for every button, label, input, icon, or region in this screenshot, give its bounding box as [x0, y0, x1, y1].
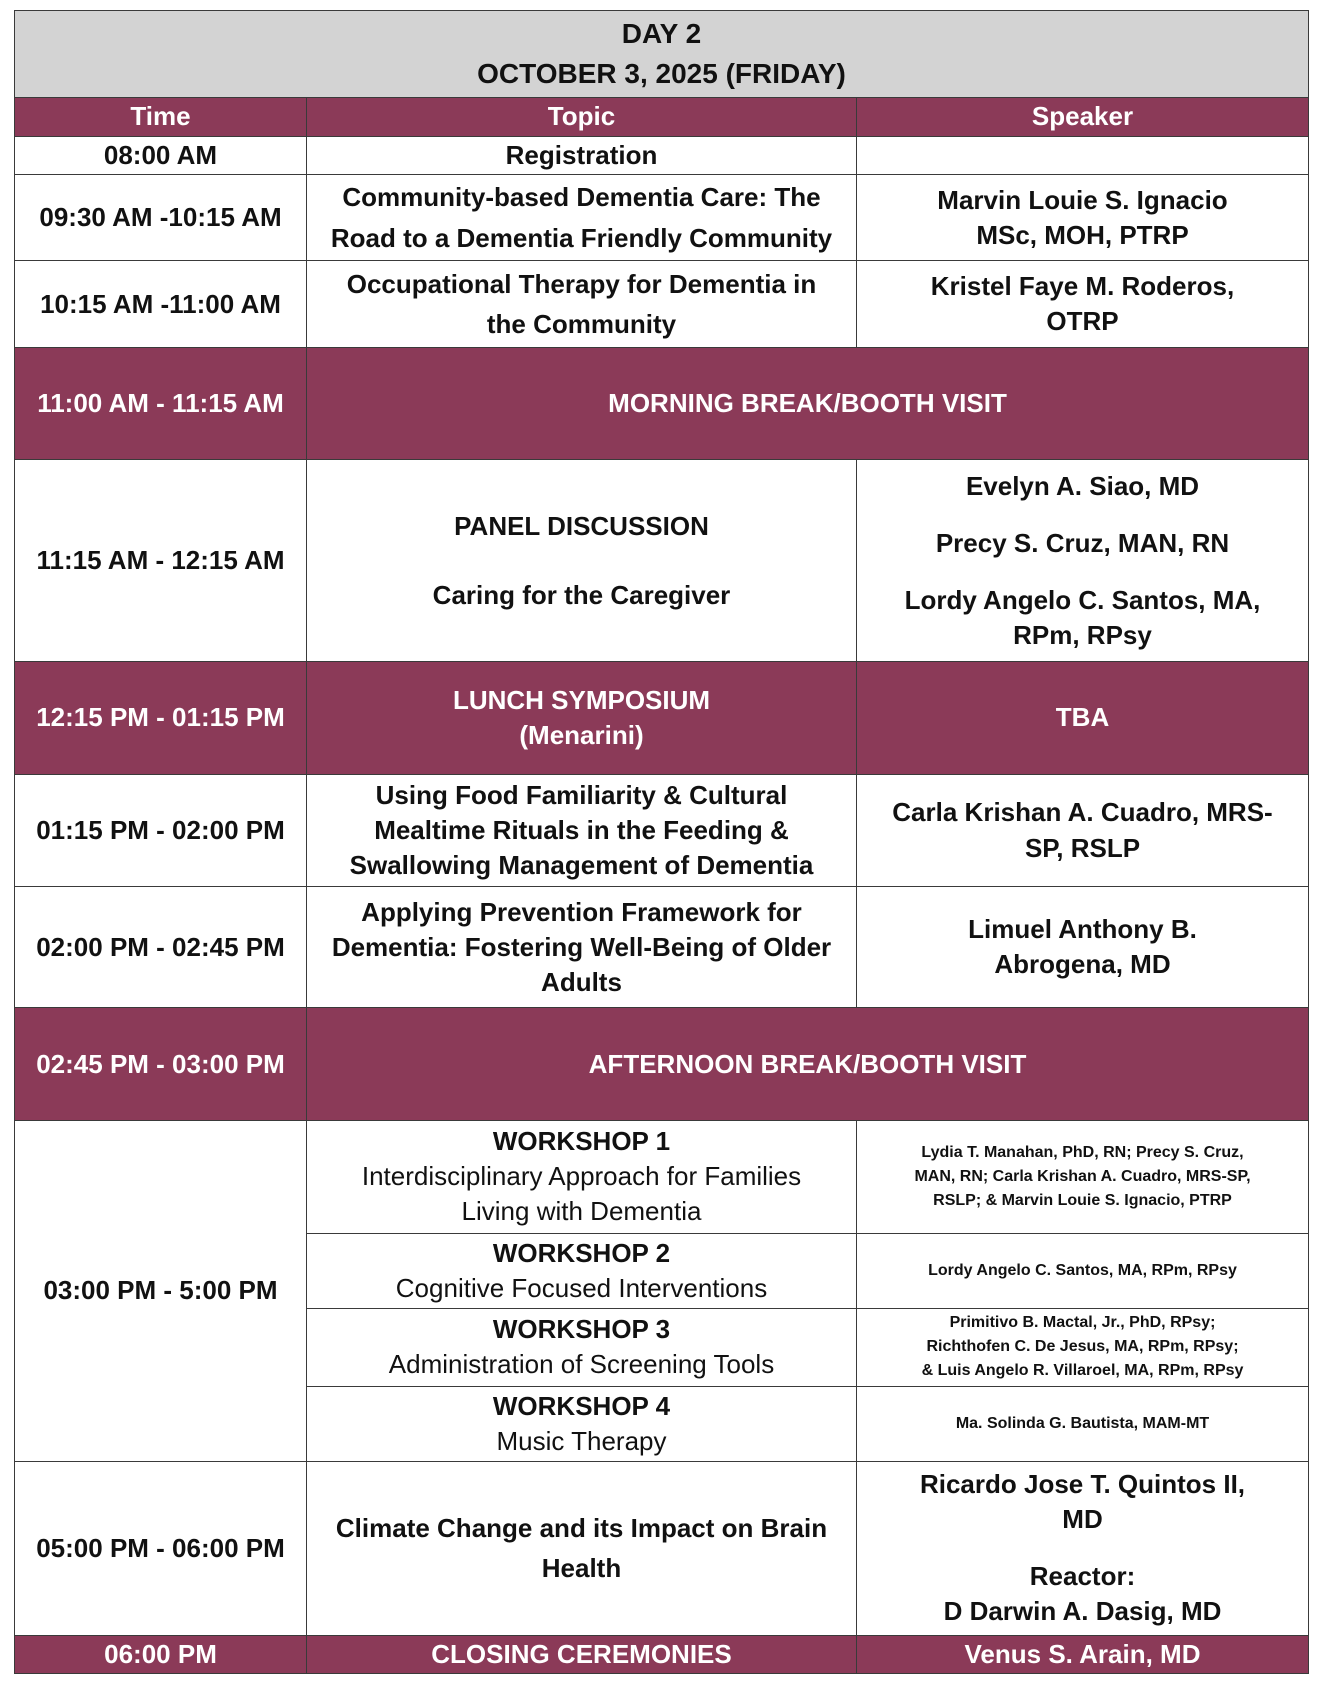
- time-cell: 11:15 AM - 12:15 AM: [15, 460, 307, 662]
- table-row-climate: [15, 1462, 1309, 1635]
- time-cell: 11:00 AM - 11:15 AM: [15, 348, 307, 460]
- speaker-cell: [857, 460, 1309, 662]
- speaker-cell: [857, 136, 1309, 174]
- time-cell: 02:00 PM - 02:45 PM: [15, 887, 307, 1008]
- table-row-afternoon-break: [15, 1008, 1309, 1120]
- speaker-cell: [857, 774, 1309, 887]
- column-header-row: [15, 98, 1309, 136]
- workshop-subtitle: Administration of Screening Tools: [388, 1349, 775, 1380]
- speaker-line: Precy S. Cruz, MAN, RN: [935, 527, 1230, 558]
- workshop-subtitle: Interdisciplinary Approach for Families: [361, 1161, 802, 1192]
- speaker-line: SP, RSLP: [1024, 832, 1141, 863]
- topic-line: Occupational Therapy for Dementia in: [346, 268, 817, 299]
- topic-line: (Menarini): [519, 719, 644, 750]
- time-cell: 05:00 PM - 06:00 PM: [15, 1462, 307, 1635]
- topic-cell: [307, 774, 857, 887]
- topic-line: Dementia: Fostering Well-Being of Older: [331, 931, 832, 962]
- speaker-cell: [857, 887, 1309, 1008]
- speaker-line: & Luis Angelo R. Villaroel, MA, RPm, RPsy: [921, 1362, 1244, 1380]
- speaker-line: D Darwin A. Dasig, MD: [943, 1596, 1222, 1627]
- table-row-closing: [15, 1635, 1309, 1673]
- speaker-cell: [857, 1309, 1309, 1386]
- topic-line: LUNCH SYMPOSIUM: [452, 684, 711, 715]
- topic-cell: [307, 1120, 857, 1233]
- table-row-community: [15, 174, 1309, 261]
- speaker-line: Primitivo B. Mactal, Jr., PhD, RPsy;: [949, 1314, 1216, 1332]
- speaker-cell: [857, 1462, 1309, 1635]
- speaker-line: Evelyn A. Siao, MD: [965, 470, 1200, 501]
- speaker-line: Kristel Faye M. Roderos,: [930, 271, 1235, 302]
- speaker-cell: [857, 1233, 1309, 1309]
- column-header-time: Time: [15, 98, 307, 136]
- table-row-morning-break: [15, 348, 1309, 460]
- time-cell: 09:30 AM -10:15 AM: [15, 174, 307, 261]
- topic-cell: [307, 261, 857, 348]
- break-cell: MORNING BREAK/BOOTH VISIT: [307, 348, 1309, 460]
- topic-line: Swallowing Management of Dementia: [349, 850, 814, 881]
- speaker-line: Lordy Angelo C. Santos, MA, RPm, RPsy: [928, 1261, 1237, 1279]
- workshop-subtitle: Living with Dementia: [461, 1196, 702, 1227]
- speaker-cell: TBA: [857, 662, 1309, 774]
- topic-cell: [307, 1309, 857, 1386]
- speaker-line: Limuel Anthony B.: [968, 914, 1197, 945]
- topic-cell: [307, 1233, 857, 1309]
- topic-line: the Community: [486, 309, 677, 340]
- schedule-table: [14, 10, 1309, 1674]
- topic-cell: [307, 662, 857, 774]
- workshop-title: WORKSHOP 3: [492, 1314, 671, 1345]
- time-cell: 10:15 AM -11:00 AM: [15, 261, 307, 348]
- day-title: DAY 2: [621, 17, 702, 49]
- topic-line: Road to a Dementia Friendly Community: [330, 222, 833, 253]
- topic-cell: Registration: [307, 136, 857, 174]
- column-header-speaker: Speaker: [857, 98, 1309, 136]
- time-cell: 01:15 PM - 02:00 PM: [15, 774, 307, 887]
- topic-cell: [307, 174, 857, 261]
- time-cell: 06:00 PM: [15, 1635, 307, 1673]
- time-cell: 03:00 PM - 5:00 PM: [15, 1120, 307, 1461]
- table-row-panel: [15, 460, 1309, 662]
- topic-line: Health: [541, 1553, 622, 1584]
- speaker-line: MSc, MOH, PTRP: [976, 219, 1189, 250]
- speaker-line: Richthofen C. De Jesus, MA, RPm, RPsy;: [926, 1338, 1239, 1356]
- topic-line: Climate Change and its Impact on Brain: [335, 1513, 828, 1544]
- topic-line: PANEL DISCUSSION: [454, 510, 709, 541]
- time-cell: 08:00 AM: [15, 136, 307, 174]
- day-header: [15, 11, 1309, 98]
- topic-line: Community-based Dementia Care: The: [342, 182, 821, 213]
- speaker-line: Reactor:: [1029, 1561, 1136, 1592]
- speaker-line: Abrogena, MD: [994, 949, 1171, 980]
- day-date: OCTOBER 3, 2025 (FRIDAY): [477, 58, 846, 90]
- topic-line: Applying Prevention Framework for: [361, 896, 802, 927]
- topic-cell: [307, 460, 857, 662]
- speaker-cell: Venus S. Arain, MD: [857, 1635, 1309, 1673]
- day-header-row: [15, 11, 1309, 98]
- speaker-line: RSLP; & Marvin Louie S. Ignacio, PTRP: [933, 1191, 1232, 1209]
- workshop-title: WORKSHOP 2: [492, 1237, 671, 1268]
- topic-line: Caring for the Caregiver: [432, 579, 731, 610]
- column-header-topic: Topic: [307, 98, 857, 136]
- table-row-ot: [15, 261, 1309, 348]
- speaker-line: RPm, RPsy: [1013, 619, 1152, 650]
- workshop-subtitle: Cognitive Focused Interventions: [395, 1272, 768, 1303]
- speaker-cell: [857, 174, 1309, 261]
- topic-line: Mealtime Rituals in the Feeding &: [374, 814, 789, 845]
- time-cell: 02:45 PM - 03:00 PM: [15, 1008, 307, 1120]
- topic-line: Using Food Familiarity & Cultural: [375, 779, 788, 810]
- topic-cell: CLOSING CEREMONIES: [307, 1635, 857, 1673]
- topic-cell: [307, 887, 857, 1008]
- break-cell: AFTERNOON BREAK/BOOTH VISIT: [307, 1008, 1309, 1120]
- workshop-title: WORKSHOP 4: [492, 1390, 671, 1421]
- table-row-lunch: [15, 662, 1309, 774]
- speaker-line: Ricardo Jose T. Quintos II,: [919, 1469, 1246, 1500]
- table-row-prevention: [15, 887, 1309, 1008]
- time-cell: 12:15 PM - 01:15 PM: [15, 662, 307, 774]
- speaker-cell: [857, 1386, 1309, 1462]
- workshop-title: WORKSHOP 1: [492, 1126, 671, 1157]
- speaker-line: Ma. Solinda G. Bautista, MAM-MT: [955, 1414, 1210, 1432]
- table-row-food: [15, 774, 1309, 887]
- speaker-line: Lordy Angelo C. Santos, MA,: [904, 584, 1261, 615]
- speaker-line: Lydia T. Manahan, PhD, RN; Precy S. Cruz,: [921, 1143, 1244, 1161]
- speaker-line: Marvin Louie S. Ignacio: [937, 184, 1228, 215]
- speaker-line: OTRP: [1046, 306, 1119, 337]
- speaker-line: MAN, RN; Carla Krishan A. Cuadro, MRS-SP,: [914, 1167, 1251, 1185]
- speaker-line: MD: [1062, 1504, 1103, 1535]
- topic-line: Adults: [541, 966, 622, 997]
- speaker-cell: [857, 261, 1309, 348]
- table-row-registration: [15, 136, 1309, 174]
- topic-cell: [307, 1386, 857, 1462]
- speaker-line: Carla Krishan A. Cuadro, MRS-: [892, 797, 1273, 828]
- speaker-cell: [857, 1120, 1309, 1233]
- table-row-workshop-1: [15, 1120, 1309, 1233]
- topic-cell: [307, 1462, 857, 1635]
- workshop-subtitle: Music Therapy: [496, 1425, 667, 1456]
